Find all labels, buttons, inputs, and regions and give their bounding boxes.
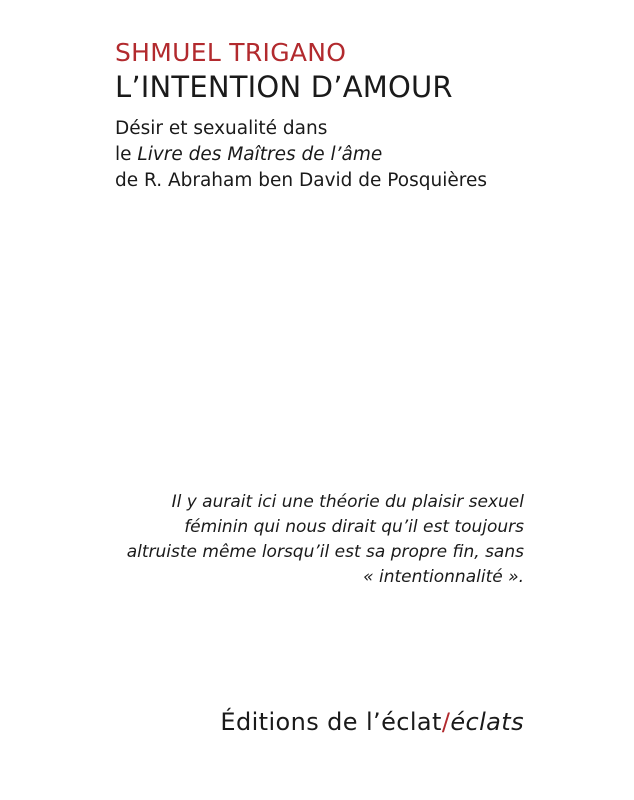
publisher-imprint — [220, 707, 524, 737]
publisher-series: éclats — [450, 708, 524, 736]
quote-line: féminin qui nous dirait qu’il est toujours — [184, 517, 524, 537]
cover-header — [115, 38, 615, 194]
book-title: L’INTENTION D’AMOUR — [115, 70, 453, 104]
publisher-name: Éditions de l’éclat — [220, 708, 442, 736]
quote-line: Il y aurait ici une théorie du plaisir sexuel — [171, 492, 524, 512]
quote-line: altruiste même lorsqu’il est sa propre fin, sans — [126, 542, 524, 562]
subtitle-line-2-prefix: le — [115, 144, 138, 165]
quote-line: « intentionnalité ». — [363, 567, 524, 587]
cover-quote — [104, 490, 524, 590]
book-subtitle — [115, 116, 615, 194]
subtitle-book-title: Livre des Maîtres de l’âme — [137, 144, 383, 165]
publisher-slash: / — [441, 708, 451, 736]
author-name: SHMUEL TRIGANO — [115, 38, 347, 67]
subtitle-line-2 — [115, 142, 615, 168]
subtitle-line-1: Désir et sexualité dans — [115, 118, 328, 139]
subtitle-line-3: de R. Abraham ben David de Posquières — [115, 170, 487, 191]
